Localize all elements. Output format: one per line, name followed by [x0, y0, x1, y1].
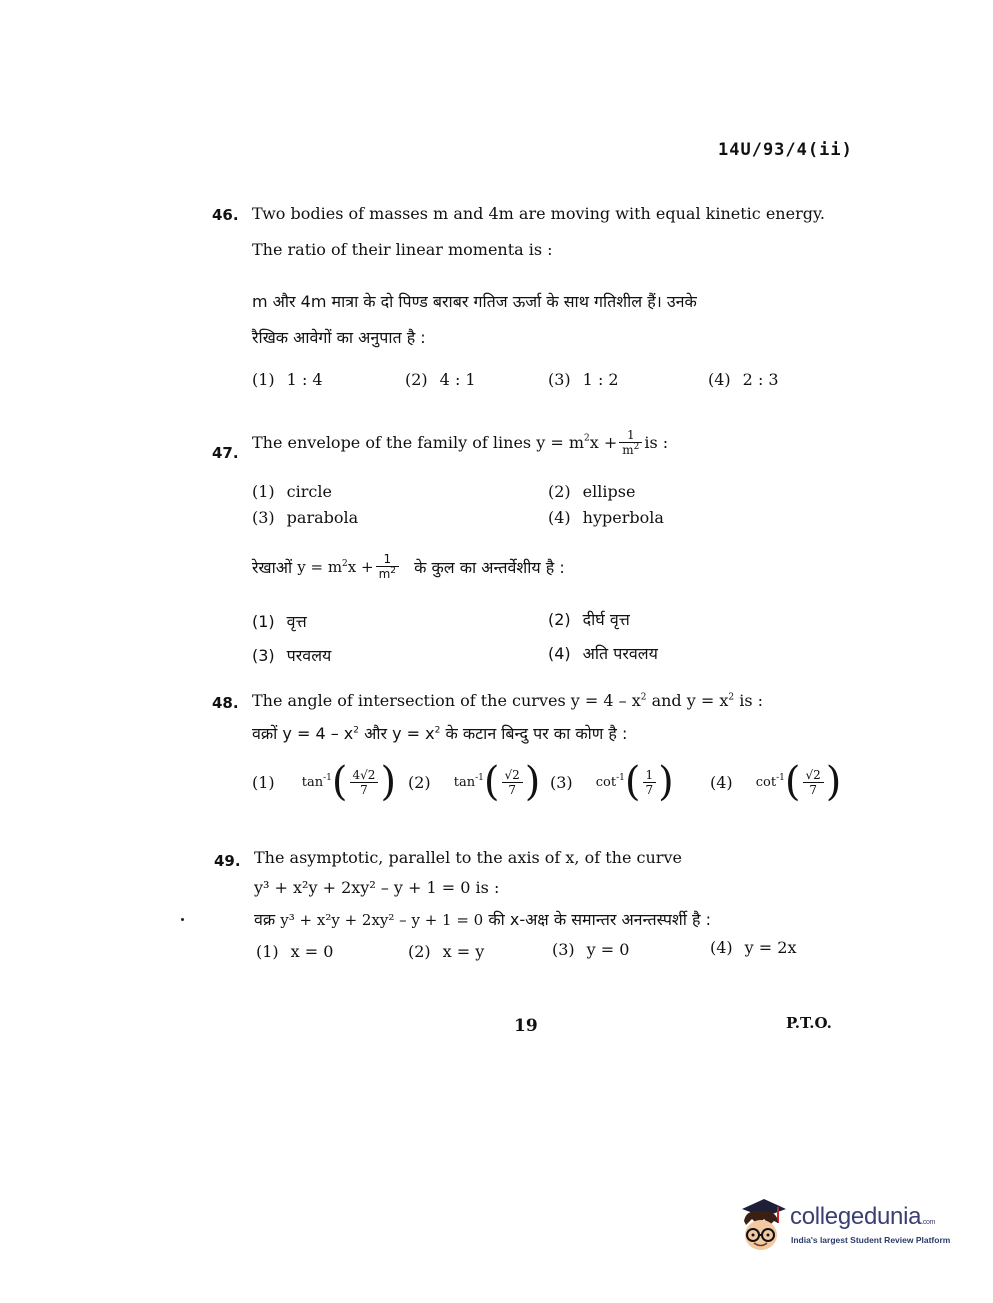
q48-option-4: (4) $\cot^{-1}$( $\frac{√2}{7}$ ): [710, 759, 842, 805]
q47-option-2: (2) ellipse: [548, 482, 636, 501]
q46-hindi-line2: रैखिक आवेगों का अनुपात है :: [252, 328, 426, 347]
q46-hindi-line1: m और 4m मात्रा के दो पिण्ड बराबर गतिज ऊर्जा के साथ गतिशील हैं। उनके: [252, 292, 697, 311]
q49-option-3: (3) y = 0: [552, 940, 630, 959]
q49-option-1: (1) x = 0: [256, 942, 334, 961]
q49-english-line1: The asymptotic, parallel to the axis of x, of the curve: [254, 848, 682, 867]
q46-option-3: (3) 1 : 2: [548, 370, 619, 389]
please-turn-over: P.T.O.: [786, 1014, 832, 1032]
question-number-46: 46.: [212, 206, 239, 224]
q46-option-1: (1) 1 : 4: [252, 370, 323, 389]
q47-hindi-option-4: (4) अति परवलय: [548, 644, 658, 663]
q47-option-1: (1) circle: [252, 482, 332, 501]
q49-option-2: (2) x = y: [408, 942, 485, 961]
q47-hindi-option-3: (3) परवलय: [252, 646, 332, 665]
q49-equation: y³ + x²y + 2xy² – y + 1 = 0 is :: [254, 878, 500, 897]
q46-option-2: (2) 4 : 1: [405, 370, 476, 389]
page-number: 19: [514, 1016, 538, 1036]
q47-hindi-option-1: (1) वृत्त: [252, 612, 307, 631]
q48-english-stem: The angle of intersection of the curves $y = 4 - x^2$ and $y = x^2$ is :: [252, 691, 764, 710]
logo-tagline: India's largest Student Review Platform: [791, 1235, 951, 1245]
q49-hindi-line: वक्र y³ + x²y + 2xy² – y + 1 = 0 की x-अक्ष के समान्तर अनन्तस्पर्शी है :: [254, 910, 711, 929]
student-mascot-icon: [734, 1195, 790, 1267]
q48-option-2: (2) $\tan^{-1}$( $\frac{√2}{7}$ ): [408, 759, 541, 805]
q47-option-3: (3) parabola: [252, 508, 359, 527]
paper-code: 14U/93/4(ii): [718, 140, 853, 160]
question-number-47: 47.: [212, 444, 239, 462]
q46-option-4: (4) 2 : 3: [708, 370, 779, 389]
q47-hindi-stem: रेखाओं $y = m^2x$ + $\frac{1}{m^2}$ के कुल का अन्तर्वेशीय है :: [252, 552, 565, 581]
q47-hindi-option-2: (2) दीर्घ वृत्त: [548, 610, 630, 629]
q49-option-4: (4) y = 2x: [710, 938, 797, 957]
logo-wordmark: collegedunia.com: [790, 1203, 936, 1230]
q47-hindi-fraction: $\frac{1}{m^2}$: [376, 552, 399, 581]
q47-fraction: $\frac{1}{m^2}$: [619, 428, 642, 457]
q46-english-line2: The ratio of their linear momenta is :: [252, 240, 553, 259]
stray-mark: [181, 918, 184, 921]
question-number-49: 49.: [214, 852, 241, 870]
q48-hindi-stem: वक्रों $y = 4 - x^2$ और $y = x^2$ के कटान बिन्दु पर का कोण है :: [252, 724, 628, 743]
q48-option-3: (3) $\cot^{-1}$( $\frac{1}{7}$ ): [550, 759, 674, 805]
question-number-48: 48.: [212, 694, 239, 712]
q47-english-stem: The envelope of the family of lines $y = m^2x$ + $\frac{1}{m^2}$ is :: [252, 428, 669, 457]
q46-english-line1: Two bodies of masses m and 4m are moving with equal kinetic energy.: [252, 204, 825, 223]
collegedunia-logo[interactable]: [734, 1195, 962, 1267]
q47-option-4: (4) hyperbola: [548, 508, 664, 527]
q48-option-1: (1) $\tan^{-1}$( $\frac{4√2}{7}$ ): [252, 759, 397, 805]
